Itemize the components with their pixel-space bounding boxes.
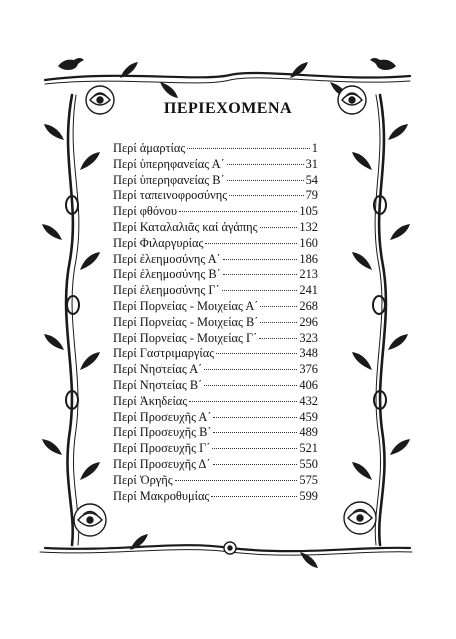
toc-entry <box>113 425 318 441</box>
dot-leader <box>260 322 297 323</box>
dot-leader <box>204 369 297 370</box>
toc-entry-title: Περί Προσευχῆς Γ΄ <box>113 441 211 456</box>
toc-entry-title: Περί ταπεινοφροσύνης <box>113 188 228 203</box>
toc-entry-title: Περί Ἀκηδείας <box>113 393 188 408</box>
dot-leader <box>260 227 298 228</box>
toc-entry <box>113 267 318 283</box>
toc-entry-page: 186 <box>299 251 318 266</box>
toc-entry-title: Περί φθόνου <box>113 204 177 219</box>
dot-leader <box>175 480 298 481</box>
top-vine <box>45 73 410 84</box>
toc-entry-page: 432 <box>299 393 318 408</box>
toc-entry-page: 54 <box>305 172 318 187</box>
toc-entry-page: 1 <box>311 141 318 155</box>
toc-entry-page: 550 <box>299 456 318 471</box>
toc-entry-page: 323 <box>299 330 318 345</box>
toc-entry-title: Περί ὑπερηφανείας Α΄ <box>113 156 225 171</box>
dot-leader <box>213 432 297 433</box>
toc-entry-title: Περί ἐλεημοσύνης Α΄ <box>113 251 221 266</box>
toc-entry-title: Περί ἁμαρτίας <box>113 141 186 155</box>
toc-entry-title: Περί Ὀργῆς <box>113 472 173 487</box>
dot-leader <box>189 401 297 402</box>
toc-entry-page: 105 <box>299 204 318 219</box>
toc-entry <box>113 141 318 157</box>
dot-leader <box>227 180 304 181</box>
toc-entry-title: Περί Νηστείας Α΄ <box>113 362 203 377</box>
toc-entry-title: Περί Μακροθυμίας <box>113 488 210 503</box>
toc-entry-page: 79 <box>305 188 318 203</box>
toc-entry-page: 296 <box>299 314 318 329</box>
toc-entry-page: 348 <box>299 346 318 361</box>
dot-leader <box>187 148 310 149</box>
toc-entry <box>113 331 318 347</box>
toc-entry-title: Περί Πορνείας - Μοιχείας Γ΄ <box>113 330 258 345</box>
toc-entry <box>113 204 318 220</box>
toc-entry-page: 521 <box>299 441 318 456</box>
toc-entry-page: 489 <box>299 425 318 440</box>
toc-entry <box>113 441 318 457</box>
toc-entry-title: Περί Προσευχῆς Α΄ <box>113 409 212 424</box>
toc-entry-page: 575 <box>299 472 318 487</box>
toc-entry-page: 599 <box>299 488 318 503</box>
dot-leader <box>260 306 297 307</box>
toc-entry-title: Περί Νηστείας Β΄ <box>113 377 203 392</box>
toc-entry-page: 132 <box>299 219 318 234</box>
toc-entry <box>113 220 318 236</box>
dot-leader <box>179 211 297 212</box>
dot-leader <box>222 290 298 291</box>
toc-entry <box>113 473 318 489</box>
bird-icon <box>58 58 396 70</box>
toc-entry <box>113 394 318 410</box>
toc-entry <box>113 188 318 204</box>
toc-entry <box>113 410 318 426</box>
toc-entry-page: 406 <box>299 377 318 392</box>
toc-entry <box>113 315 318 331</box>
toc-entry-page: 376 <box>299 362 318 377</box>
toc-entry <box>113 173 318 189</box>
dot-leader <box>227 164 304 165</box>
page-title: ΠΕΡΙΕΧΟΜΕΝΑ <box>163 100 293 117</box>
dot-leader <box>213 464 298 465</box>
toc-entry-title: Περί ἐλεημοσύνης Β΄ <box>113 267 221 282</box>
dot-leader <box>212 448 297 449</box>
dot-leader <box>223 259 298 260</box>
toc-entry-title: Περί ὑπερηφανείας Β΄ <box>113 172 225 187</box>
toc-entry <box>113 489 318 505</box>
toc-entry-title: Περί Προσευχῆς Β΄ <box>113 425 212 440</box>
toc-entry <box>113 457 318 473</box>
left-vine <box>66 95 79 545</box>
toc-entry-page: 160 <box>299 235 318 250</box>
toc-entry-title: Περί Προσευχῆς Δ΄ <box>113 456 211 471</box>
toc-entry-page: 213 <box>299 267 318 282</box>
toc-entry <box>113 252 318 268</box>
dot-leader <box>211 496 297 497</box>
toc-entry-title: Περί Φιλαργυρίας <box>113 235 204 250</box>
dot-leader <box>223 274 298 275</box>
toc-entry-page: 31 <box>305 156 318 171</box>
dot-leader <box>216 353 297 354</box>
toc-entry-title: Περί Καταλαλιᾶς καί ἀγάπης <box>113 219 258 234</box>
toc-entry-page: 241 <box>299 283 318 298</box>
right-vine <box>375 95 386 545</box>
toc-entry <box>113 157 318 173</box>
toc-entry-page: 268 <box>299 298 318 313</box>
toc-entry <box>113 299 318 315</box>
dot-leader <box>205 243 297 244</box>
toc-entry-page: 459 <box>299 409 318 424</box>
dot-leader <box>229 195 303 196</box>
table-of-contents <box>113 141 318 504</box>
dot-leader <box>259 338 297 339</box>
dot-leader <box>213 417 297 418</box>
toc-entry-title: Περί ἐλεημοσύνης Γ΄ <box>113 283 220 298</box>
toc-entry <box>113 362 318 378</box>
toc-entry <box>113 346 318 362</box>
toc-entry <box>113 283 318 299</box>
toc-entry-title: Περί Πορνείας - Μοιχείας Α΄ <box>113 298 259 313</box>
toc-entry-title: Περί Γαστριμαργίας <box>113 346 215 361</box>
toc-entry <box>113 236 318 252</box>
toc-entry-title: Περί Πορνείας - Μοιχείας Β΄ <box>113 314 259 329</box>
dot-leader <box>204 385 297 386</box>
toc-entry <box>113 378 318 394</box>
